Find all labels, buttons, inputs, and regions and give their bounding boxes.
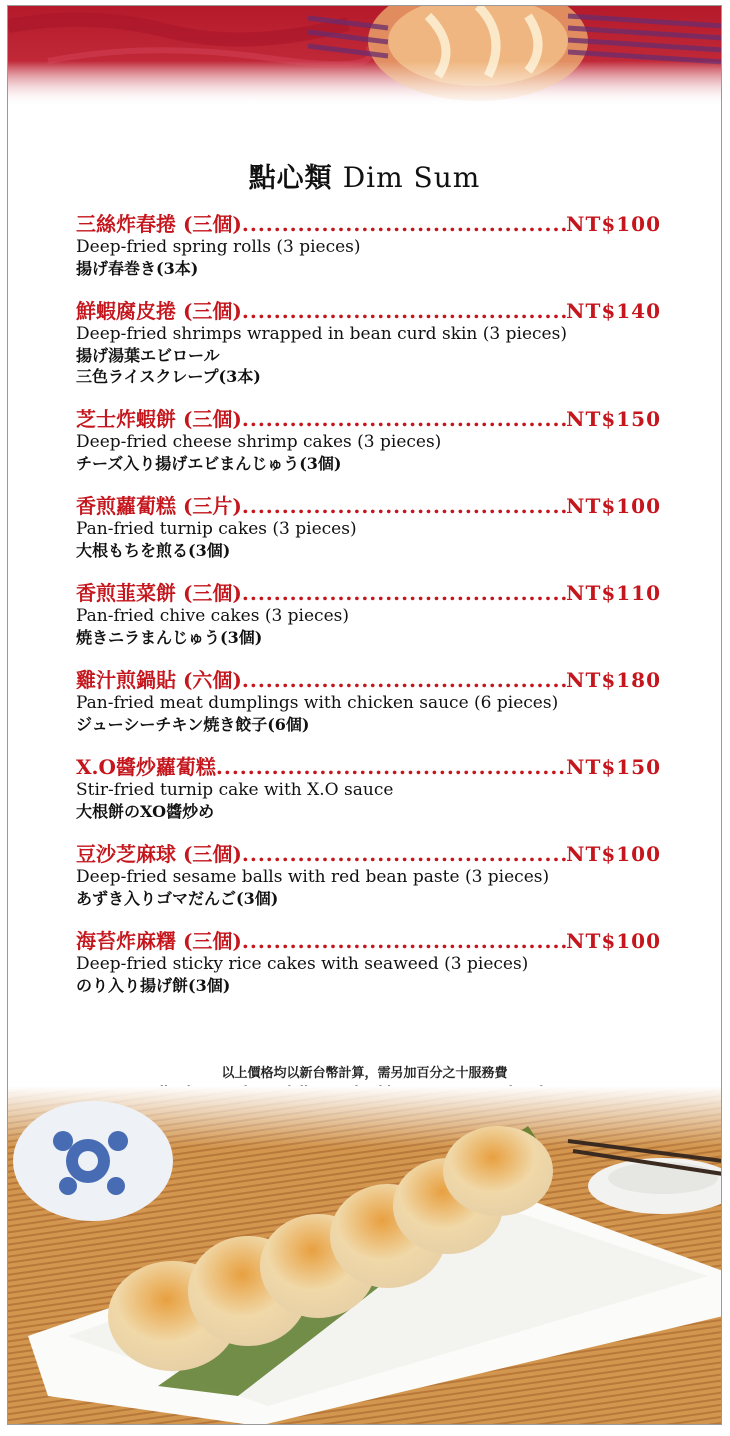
menu-item — [76, 754, 661, 822]
menu-item-japanese: 焼きニラまんじゅう(3個) — [76, 628, 263, 647]
menu-item-name: 海苔炸麻糬 (三個) — [76, 929, 242, 953]
dot-leader — [242, 211, 566, 237]
menu-item-japanese: 揚げ湯葉エビロール — [76, 346, 220, 365]
menu-item-header — [76, 928, 661, 954]
menu-list — [76, 211, 661, 1015]
menu-item-name: 豆沙芝麻球 (三個) — [76, 842, 242, 866]
menu-item-header — [76, 493, 661, 519]
menu-item-header — [76, 406, 661, 432]
menu-item-header — [76, 298, 661, 324]
decorative-banner — [8, 6, 721, 106]
menu-item-header — [76, 211, 661, 237]
menu-item-japanese: ジューシーチキン焼き餃子(6個) — [76, 715, 310, 734]
menu-item — [76, 406, 661, 474]
menu-item-price: NT$110 — [566, 581, 661, 605]
menu-item-english: Stir-fried turnip cake with X.O sauce — [76, 780, 394, 800]
menu-item-japanese: あずき入りゴマだんご(3個) — [76, 889, 279, 908]
menu-page — [7, 5, 722, 1425]
menu-item — [76, 841, 661, 909]
menu-item — [76, 928, 661, 996]
menu-item-header — [76, 580, 661, 606]
menu-item-price: NT$100 — [566, 929, 661, 953]
menu-item-price: NT$150 — [566, 407, 661, 431]
note-zh: 以上價格均以新台幣計算，需另加百分之十服務費 — [221, 1066, 508, 1081]
dot-leader — [242, 928, 566, 954]
menu-item — [76, 667, 661, 735]
menu-item-english: Deep-fried cheese shrimp cakes (3 pieces) — [76, 432, 442, 452]
menu-item-name: 香煎蘿蔔糕 (三片) — [76, 494, 242, 518]
menu-item-name: 芝士炸蝦餅 (三個) — [76, 407, 242, 431]
dumplings-photo — [8, 1086, 721, 1425]
menu-item-price: NT$180 — [566, 668, 661, 692]
menu-item-english: Pan-fried meat dumplings with chicken sauce (6 pieces) — [76, 693, 559, 713]
menu-item-name: 鮮蝦腐皮捲 (三個) — [76, 299, 242, 323]
page-title — [8, 156, 721, 195]
menu-item-english: Deep-fried spring rolls (3 pieces) — [76, 237, 361, 257]
menu-item-name: X.O醬炒蘿蔔糕 — [76, 755, 216, 779]
dot-leader — [242, 493, 566, 519]
dot-leader — [242, 298, 566, 324]
menu-item-price: NT$150 — [566, 755, 661, 779]
menu-item-price: NT$100 — [566, 212, 661, 236]
menu-item-english: Pan-fried turnip cakes (3 pieces) — [76, 519, 357, 539]
menu-item-header — [76, 841, 661, 867]
menu-item-name: 雞汁煎鍋貼 (六個) — [76, 668, 242, 692]
menu-item-english: Deep-fried sticky rice cakes with seaweed (3 pieces) — [76, 954, 529, 974]
menu-item-english: Pan-fried chive cakes (3 pieces) — [76, 606, 349, 626]
dot-leader — [242, 841, 566, 867]
menu-item-price: NT$100 — [566, 842, 661, 866]
menu-item-name: 三絲炸春捲 (三個) — [76, 212, 242, 236]
menu-item-header — [76, 754, 661, 780]
title-zh: 點心類 — [248, 163, 333, 194]
menu-item-price: NT$100 — [566, 494, 661, 518]
menu-item-japanese: 大根餅のXO醬炒め — [76, 802, 215, 821]
menu-item-header — [76, 667, 661, 693]
menu-item-japanese: 大根もちを煎る(3個) — [76, 541, 231, 560]
menu-item-english: Deep-fried sesame balls with red bean paste (3 pieces) — [76, 867, 550, 887]
dot-leader — [242, 667, 566, 693]
menu-item-japanese: 三色ライスクレープ(3本) — [76, 367, 261, 386]
dot-leader — [242, 406, 566, 432]
menu-item — [76, 493, 661, 561]
dot-leader — [242, 580, 566, 606]
menu-item — [76, 580, 661, 648]
menu-item — [76, 211, 661, 279]
menu-item-english: Deep-fried shrimps wrapped in bean curd skin (3 pieces) — [76, 324, 567, 344]
menu-item — [76, 298, 661, 387]
menu-item-japanese: のり入り揚げ餅(3個) — [76, 976, 231, 995]
dot-leader — [216, 754, 566, 780]
menu-item-japanese: 揚げ春巻き(3本) — [76, 259, 199, 278]
menu-item-price: NT$140 — [566, 299, 661, 323]
menu-item-japanese: チーズ入り揚げエビまんじゅう(3個) — [76, 454, 342, 473]
menu-item-name: 香煎韮菜餅 (三個) — [76, 581, 242, 605]
title-en: Dim Sum — [342, 161, 481, 194]
